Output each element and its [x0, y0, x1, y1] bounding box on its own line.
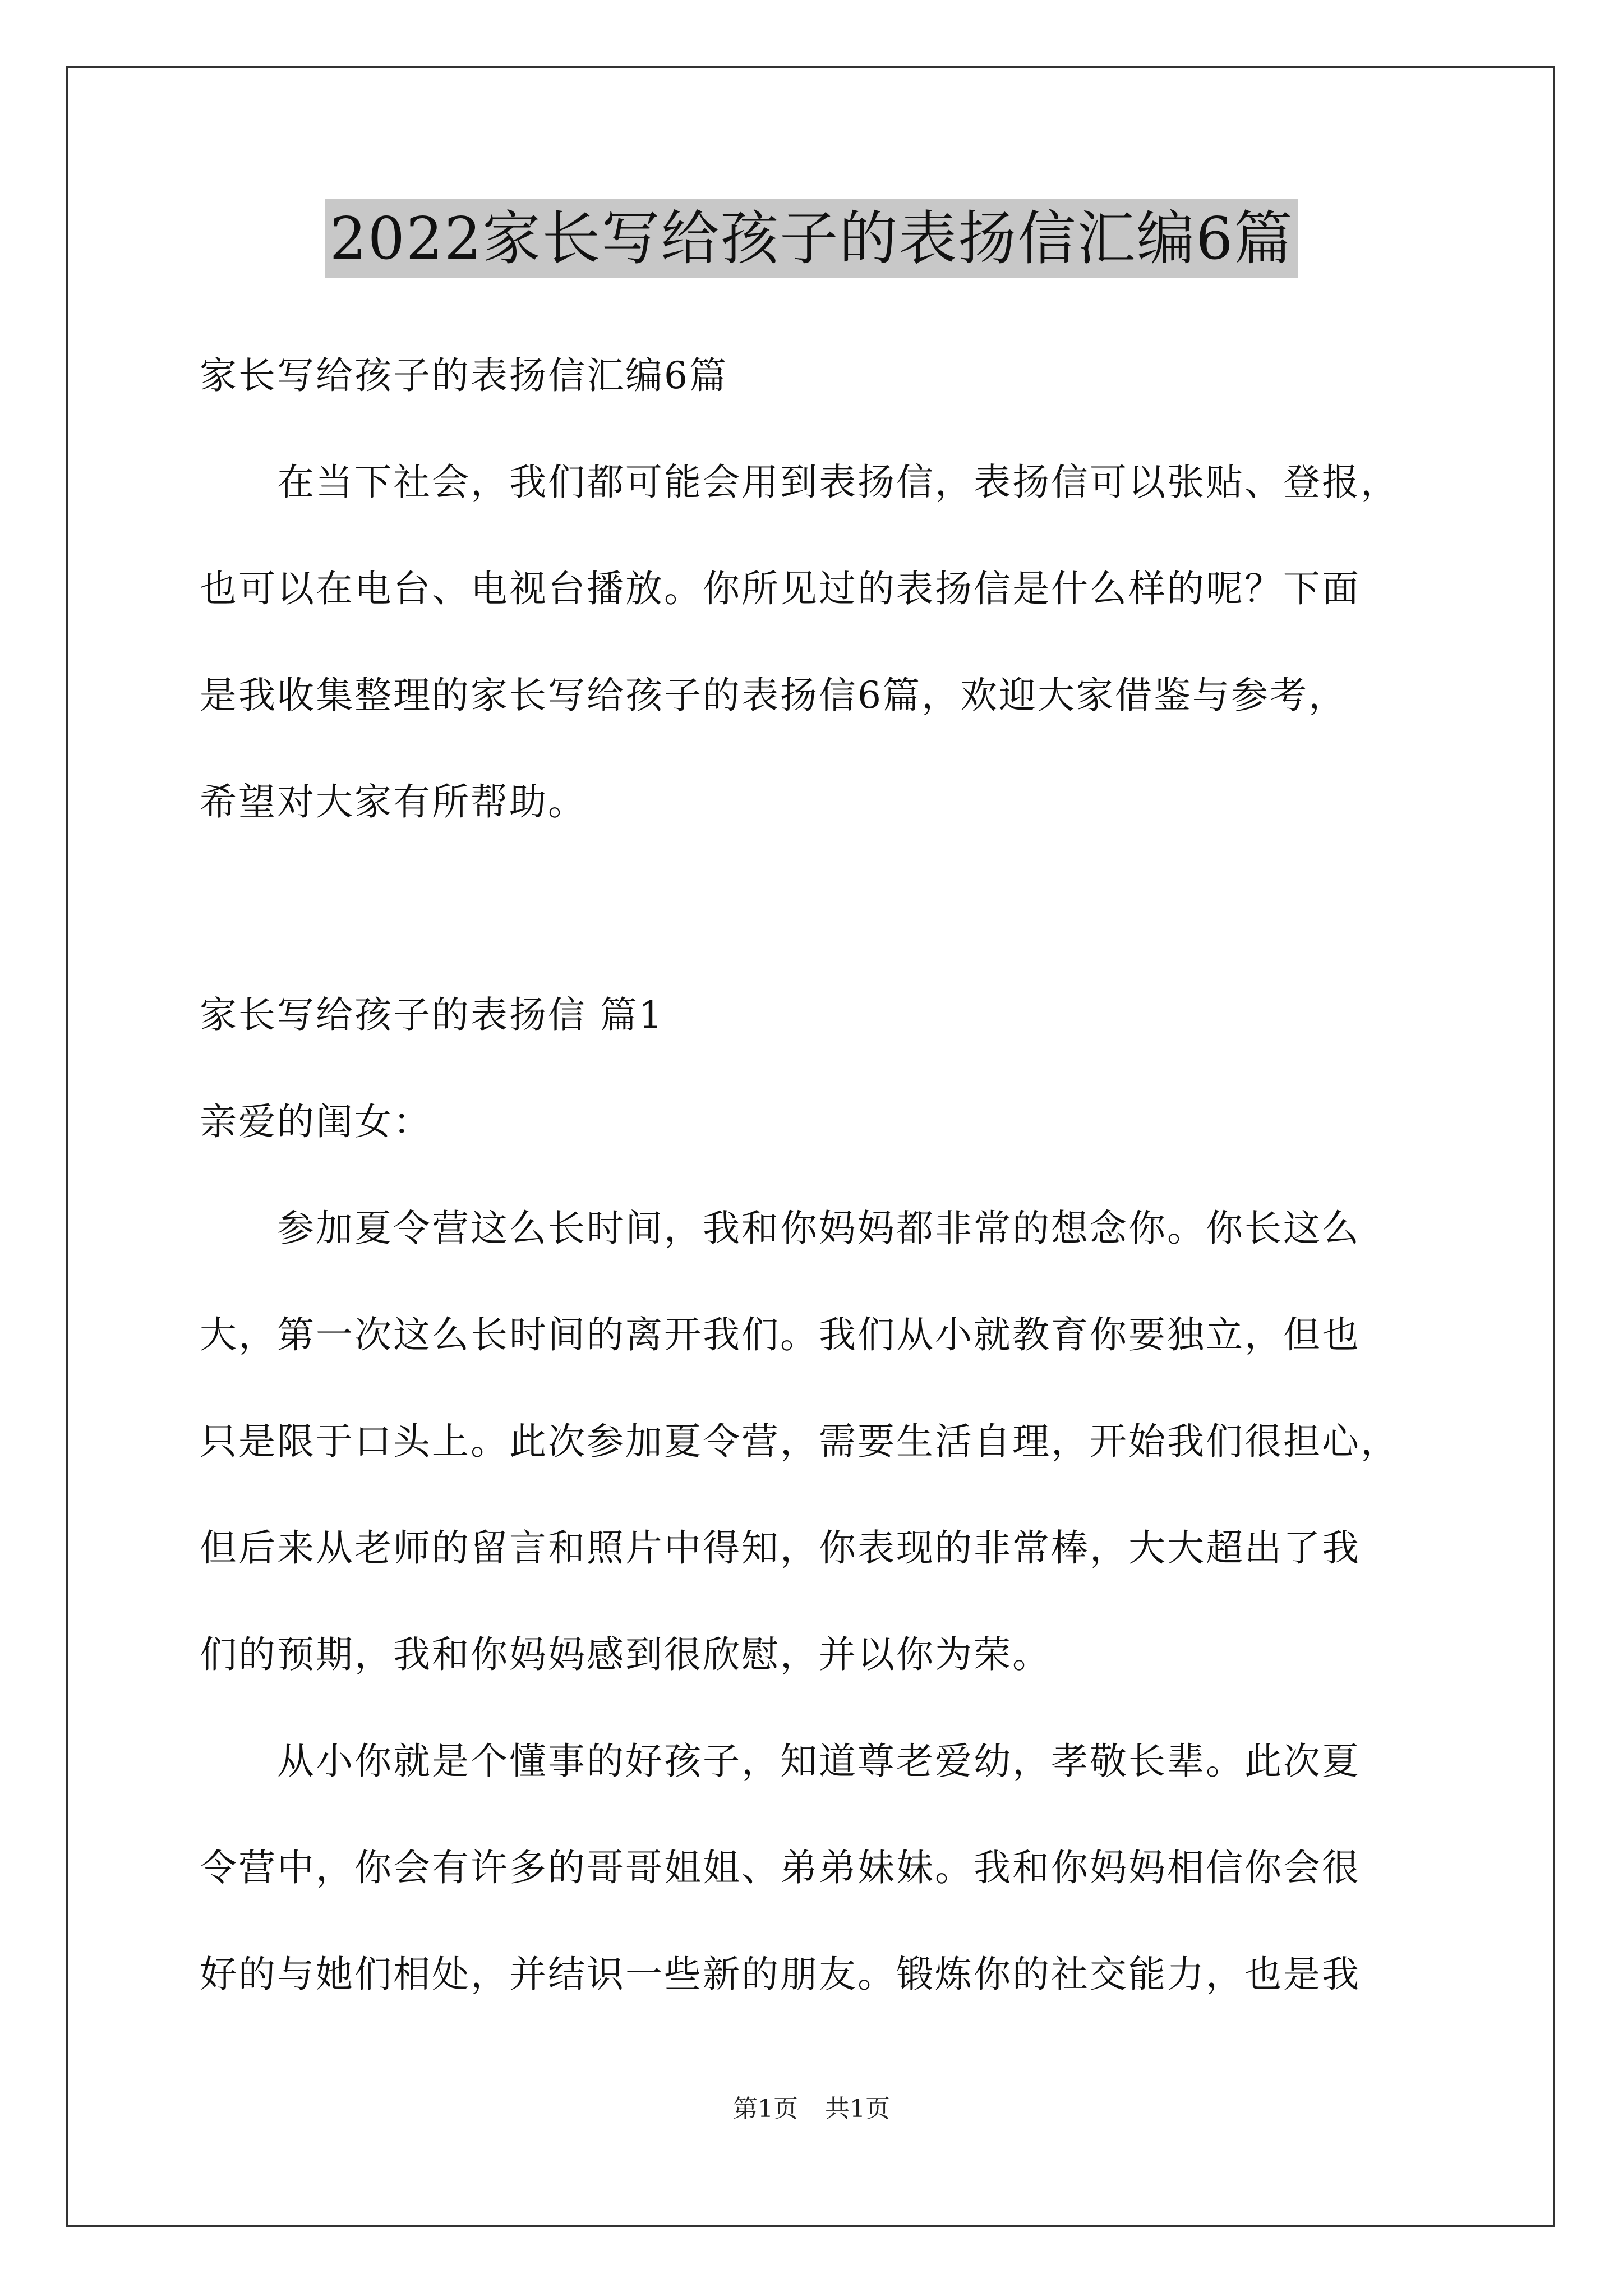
section-heading: 家长写给孩子的表扬信 篇1 [200, 993, 664, 1037]
body-line-6: 从小你就是个懂事的好孩子，知道尊老爱幼，孝敬长辈。此次夏 [200, 1740, 1361, 1783]
title-container [0, 199, 1623, 278]
page-total: 共1页 [825, 2095, 890, 2123]
body-line-2: 大，第一次这么长时间的离开我们。我们从小就教育你要独立，但也 [200, 1313, 1361, 1356]
intro-line-2: 也可以在电台、电视台播放。你所见过的表扬信是什么样的呢？下面 [200, 567, 1361, 610]
intro-line-4: 希望对大家有所帮助。 [200, 780, 587, 823]
body-line-1: 参加夏令营这么长时间，我和你妈妈都非常的想念你。你长这么 [200, 1207, 1361, 1250]
subtitle-line: 家长写给孩子的表扬信汇编6篇 [200, 354, 728, 397]
intro-line-3: 是我收集整理的家长写给孩子的表扬信6篇，欢迎大家借鉴与参考， [200, 674, 1347, 717]
page-footer [0, 2092, 1623, 2126]
intro-line-1: 在当下社会，我们都可能会用到表扬信，表扬信可以张贴、登报， [200, 461, 1399, 504]
body-line-8: 好的与她们相处，并结识一些新的朋友。锻炼你的社交能力，也是我 [200, 1953, 1361, 1996]
body-line-7: 令营中，你会有许多的哥哥姐姐、弟弟妹妹。我和你妈妈相信你会很 [200, 1846, 1361, 1889]
body-line-5: 们的预期，我和你妈妈感到很欣慰，并以你为荣。 [200, 1633, 1051, 1676]
salutation: 亲爱的闺女： [200, 1100, 432, 1143]
body-line-4: 但后来从老师的留言和照片中得知，你表现的非常棒，大大超出了我 [200, 1526, 1361, 1570]
page-number: 第1页 [733, 2095, 798, 2123]
body-line-3: 只是限于口头上。此次参加夏令营，需要生活自理，开始我们很担心， [200, 1420, 1399, 1463]
document-title: 2022家长写给孩子的表扬信汇编6篇 [325, 199, 1298, 278]
